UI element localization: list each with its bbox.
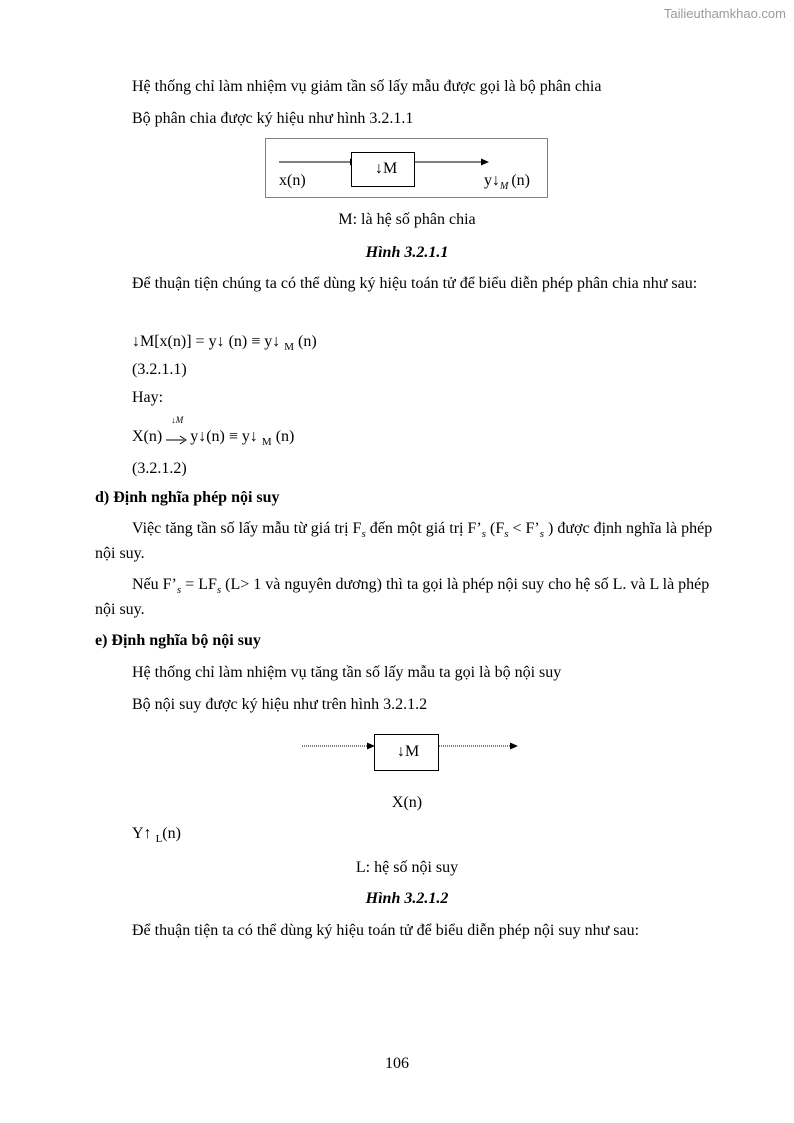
p4-d: < F’: [508, 520, 540, 537]
paragraph-6: Hệ thống chỉ làm nhiệm vụ tăng tần số lấy mẫu ta gọi là bộ nội suy: [132, 664, 562, 681]
paragraph-8: Để thuận tiện ta có thể dùng ký hiệu toán tử để biểu diễn phép nội suy như sau:: [132, 922, 640, 939]
heading-e: e) Định nghĩa bộ nội suy: [95, 632, 261, 649]
equation-3-2-1-1: [95, 329, 719, 354]
equation-1-tail: (n): [294, 333, 317, 350]
p4-c: (F: [485, 520, 505, 537]
paragraph-5: [95, 572, 719, 622]
decimator-block-label: ↓M: [375, 160, 398, 177]
output-arrowhead: [510, 743, 518, 750]
paragraph-2: Bộ phân chia được ký hiệu như hình 3.2.1.1: [132, 110, 414, 127]
output-label-n: (n): [511, 172, 530, 189]
equation-2-number: (3.2.1.2): [132, 460, 187, 477]
p4-b: đến một giá trị F’: [365, 520, 482, 537]
equation-2-rest: y↓(n) ≡ y↓: [190, 428, 258, 445]
labeled-arrow: [166, 415, 190, 445]
paragraph-1: Hệ thống chỉ làm nhiệm vụ giảm tần số lấy mẫu được gọi là bộ phân chia: [132, 78, 602, 95]
p4-e: ) được định nghĩa là phép nội suy.: [95, 520, 713, 562]
figure-2-output-label: [95, 821, 719, 846]
equation-1-number: (3.2.1.1): [132, 361, 187, 378]
figure-2-caption: Hình 3.2.1.2: [365, 890, 449, 907]
equation-2-tail: (n): [271, 428, 295, 445]
p4-s1: s: [361, 528, 366, 541]
fig2-y-tail: (n): [162, 825, 181, 842]
figure-1-caption: Hình 3.2.1.1: [365, 244, 449, 261]
labeled-arrow-text: ↓M: [171, 415, 184, 426]
input-arrowhead: [367, 743, 375, 750]
p5-s1: s: [176, 584, 182, 597]
p5-c: (L> 1 và nguyên dương) thì ta gọi là phép nội suy cho hệ số L. và L là phép nội suy.: [95, 576, 710, 618]
interpolator-block-label: ↓M: [397, 743, 420, 760]
p5-s2: s: [216, 584, 222, 597]
equation-3-2-1-2: [132, 415, 295, 449]
equation-1-main: ↓M[x(n)] = y↓ (n) ≡ y↓: [132, 333, 281, 350]
paragraph-3: Để thuận tiện chúng ta có thể dùng ký hiệu toán tử để biểu diễn phép phân chia như sau:: [132, 275, 698, 292]
figure-decimator-diagram: [265, 138, 549, 200]
paragraph-4: [95, 516, 719, 566]
input-label: x(n): [279, 172, 306, 189]
p5-a: Nếu F’: [132, 576, 177, 593]
heading-d: d) Định nghĩa phép nội suy: [95, 489, 280, 506]
p4-a: Việc tăng tần số lấy mẫu từ giá trị F: [132, 520, 362, 537]
p5-b: = LF: [181, 576, 217, 593]
watermark: Tailieuthamkhao.com: [663, 6, 786, 21]
equation-2-sub: M: [261, 436, 272, 449]
equation-2-x: X(n): [132, 428, 163, 445]
figure-2-input-label: X(n): [391, 794, 423, 811]
fig2-y-main: Y↑: [132, 825, 152, 842]
output-label-sub: M: [500, 181, 509, 192]
p4-s2: s: [481, 528, 486, 541]
p4-s4: s: [539, 528, 545, 541]
equation-1-sub: M: [284, 341, 295, 354]
figure-1-note: M: là hệ số phân chia: [338, 211, 476, 228]
arrow-right-icon: [166, 431, 190, 447]
paragraph-7: Bộ nội suy được ký hiệu như trên hình 3.2.1.2: [132, 696, 428, 713]
output-label: y↓: [484, 172, 500, 189]
hay-text: Hay:: [132, 389, 164, 406]
p4-s3: s: [504, 528, 509, 541]
fig2-y-sub: L: [155, 833, 163, 846]
figure-interpolator-diagram: [300, 730, 524, 774]
page-number: 106: [385, 1055, 409, 1072]
figure-2-note: L: hệ số nội suy: [355, 859, 459, 876]
